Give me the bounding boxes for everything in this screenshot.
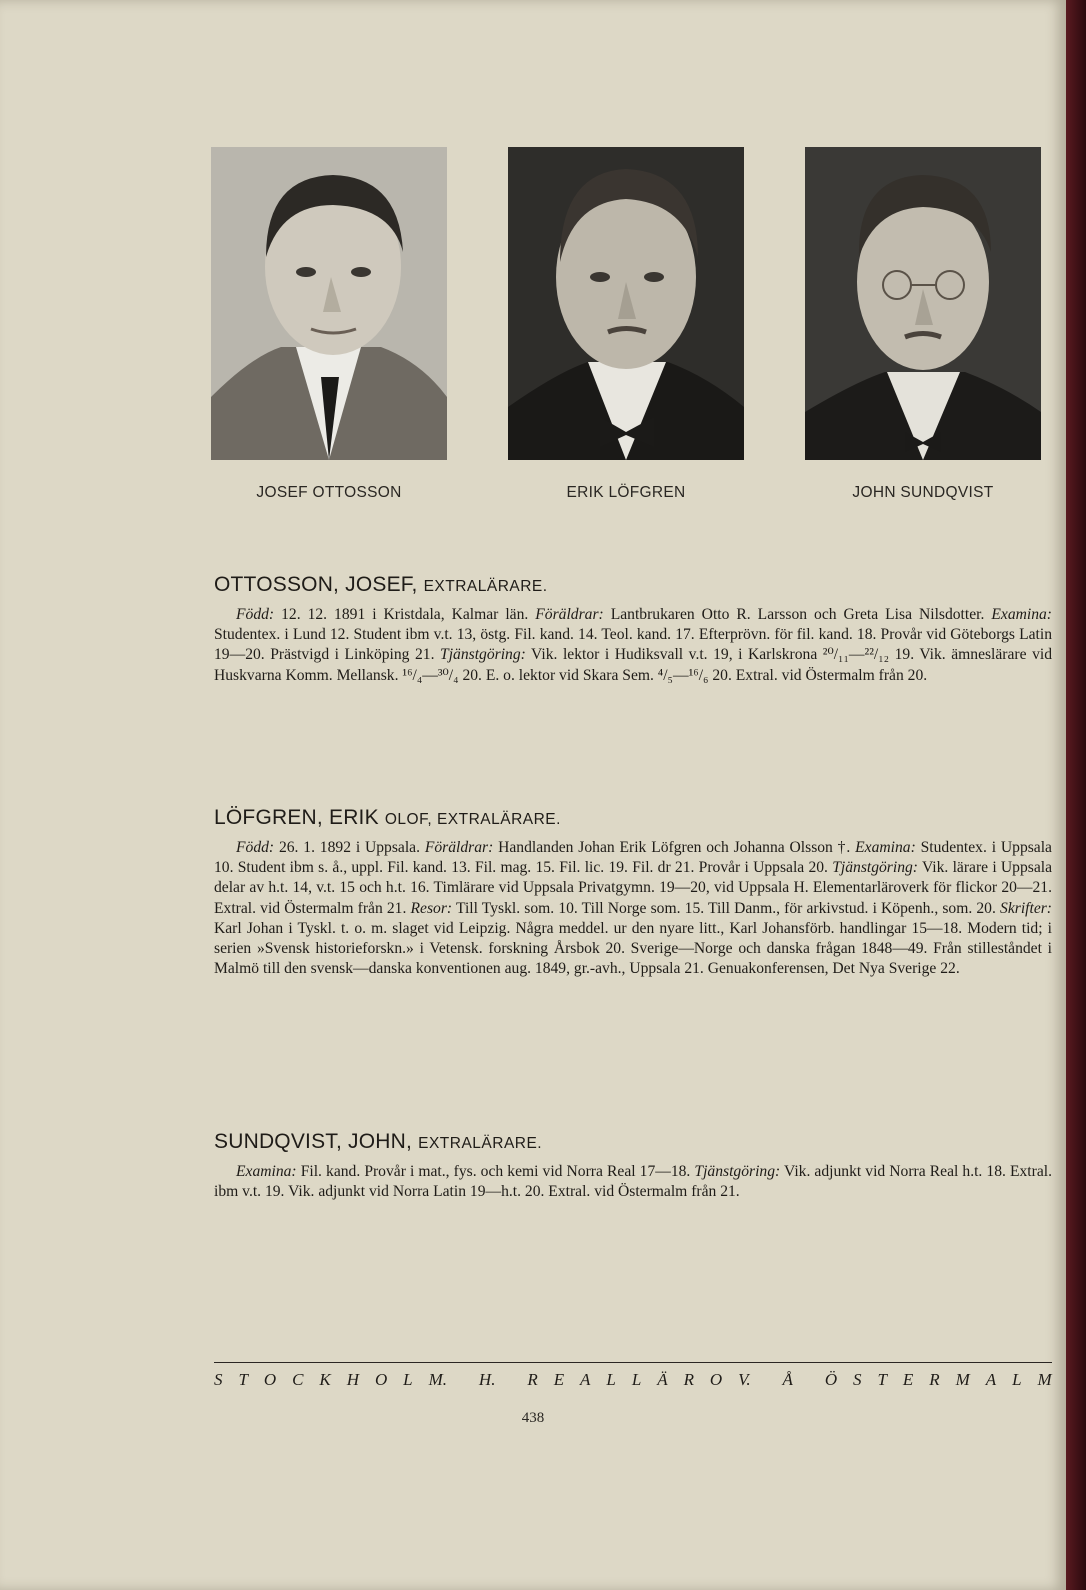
entry-role: EXTRALÄRARE. bbox=[423, 578, 548, 595]
footer-letter: M bbox=[955, 1370, 970, 1389]
footer-letter: C bbox=[292, 1370, 304, 1389]
footer-letter: L bbox=[403, 1370, 413, 1389]
entry-surname: OTTOSSON, JOSEF, bbox=[214, 573, 418, 596]
entry-role: EXTRALÄRARE. bbox=[418, 1135, 543, 1152]
footer-letter: T bbox=[238, 1370, 248, 1389]
field-text: Vik. adjunkt vid Norra Real h.t. 18. Extral. ibm v.t. 19. Vik. adjunkt vid Norra Latin 19—h.t. 20. Extral. vid Östermalm från 21. bbox=[214, 1163, 1052, 1201]
footer-letter: Å bbox=[782, 1370, 793, 1389]
entry-sundqvist bbox=[214, 1130, 1052, 1202]
field-label: Född: bbox=[236, 606, 275, 623]
entry-role: OLOF, EXTRALÄRARE. bbox=[384, 811, 561, 828]
footer-letter: S bbox=[853, 1370, 862, 1389]
footer-letter: V. bbox=[738, 1370, 751, 1389]
page-number: 438 bbox=[521, 1410, 545, 1426]
field-text: Studentex. i Uppsala 10. Student ibm s. å., uppl. Fil. kand. 13. Fil. mag. 15. Fil. lic. 19. Fil. dr 21. Provår i Uppsala 20. bbox=[214, 839, 1052, 877]
portrait-photo-1 bbox=[211, 147, 447, 460]
field-text: Till Tyskl. som. 10. Till Norge som. 15. Till Danm., för arkivstud. i Köpenh., som. 20. bbox=[452, 899, 1001, 917]
field-text: Vik. lärare i Uppsala delar av h.t. 14, v.t. 15 och h.t. 16. Timlärare vid Uppsala Privatgymn. 19—20, vid Uppsala H. Elementarläroverk för flickor 20—21. Extral. vid Östermalm från 21. bbox=[214, 859, 1053, 917]
footer-letter: L bbox=[1012, 1370, 1022, 1389]
field-text: Lantbrukaren Otto R. Larsson och Greta Lisa Nilsdotter. bbox=[603, 606, 992, 623]
footer-letter: L bbox=[631, 1370, 642, 1389]
footer-letter: R bbox=[527, 1370, 538, 1389]
footer-letter: A bbox=[985, 1370, 997, 1389]
footer-letter: K bbox=[319, 1370, 331, 1389]
footer-letter: H. bbox=[478, 1370, 496, 1389]
footer-letter: H bbox=[346, 1370, 359, 1389]
field-text: Karl Johan i Tyskl. t. o. m. slaget vid Leipzig. Några meddel. ur den nyare litt., Karl Johansförb. handlingar 15—18. Modern tid; i serien »Svensk historieforskn.» i Vetensk. forskning Årsbok 20. Sverige—Norge och danska frågan 1848—49. Från stilleståndet i Malmö till den svensk—danska konventionen aug. 1849, gr.-avh., Uppsala 21. Genuakonferensen, Det Nya Sverige 22. bbox=[214, 919, 1052, 978]
entry-heading bbox=[214, 1130, 1052, 1154]
portrait-photo-2 bbox=[508, 147, 744, 460]
portrait-john-sundqvist-image bbox=[805, 147, 1041, 460]
book-spine-edge bbox=[1066, 0, 1086, 1590]
field-label: Tjänstgöring: bbox=[694, 1163, 781, 1180]
portrait-josef-ottosson-image bbox=[211, 147, 447, 460]
footer-letter: O bbox=[374, 1370, 388, 1389]
running-footer bbox=[214, 1370, 1052, 1390]
footer-letter: M. bbox=[428, 1370, 448, 1389]
field-text: Handlanden Johan Erik Löfgren och Johanna Olsson †. bbox=[493, 839, 856, 856]
portrait-erik-lofgren-image bbox=[508, 147, 744, 460]
footer-letter: Ö bbox=[824, 1370, 838, 1389]
field-label: Tjänstgöring: bbox=[440, 646, 526, 664]
caption-portrait-3: JOHN SUNDQVIST bbox=[852, 484, 994, 501]
entry-surname: LÖFGREN, ERIK bbox=[214, 806, 379, 829]
field-text: 26. 1. 1892 i Uppsala. bbox=[274, 839, 425, 856]
field-label: Föräldrar: bbox=[535, 606, 604, 623]
field-label: Skrifter: bbox=[1000, 899, 1052, 917]
entry-heading bbox=[214, 573, 1052, 597]
caption-portrait-1: JOSEF OTTOSSON bbox=[256, 484, 402, 501]
footer-letter: S bbox=[214, 1370, 223, 1389]
entry-body bbox=[214, 838, 1052, 979]
footer-letter: R bbox=[929, 1370, 940, 1389]
field-label: Tjänstgöring: bbox=[832, 859, 918, 877]
entry-body bbox=[214, 605, 1052, 686]
footer-letter: M bbox=[1037, 1370, 1052, 1389]
entry-surname: SUNDQVIST, JOHN, bbox=[214, 1130, 413, 1153]
footer-letter: A bbox=[580, 1370, 591, 1389]
footer-letter: E bbox=[553, 1370, 565, 1389]
entry-body bbox=[214, 1162, 1052, 1202]
field-label: Föräldrar: bbox=[424, 839, 494, 856]
field-label: Examina: bbox=[236, 1163, 297, 1180]
footer-letter: O bbox=[709, 1370, 723, 1389]
field-text: 12. 12. 1891 i Kristdala, Kalmar län. bbox=[274, 606, 536, 623]
field-label: Född: bbox=[236, 839, 275, 856]
entry-ottosson bbox=[214, 573, 1052, 686]
field-label: Examina: bbox=[855, 839, 916, 856]
caption-portrait-2: ERIK LÖFGREN bbox=[566, 484, 686, 501]
entry-heading bbox=[214, 806, 1052, 830]
portrait-photo-3 bbox=[805, 147, 1041, 460]
footer-letter: R bbox=[683, 1370, 694, 1389]
footer-letter: O bbox=[263, 1370, 277, 1389]
field-text: Vik. lektor i Hudiksvall v.t. 19, i Karlskrona ²⁰/₁₁—²²/₁₂ 19. Vik. ämneslärare vid Huskvarna Komm. Mellansk. ¹⁶/₄—³⁰/₄ 20. E. o. lektor vid Skara Sem. ⁴/₅—¹⁶/₆ 20. Extral. vid Östermalm från 20. bbox=[214, 646, 1052, 684]
field-text: Fil. kand. Provår i mat., fys. och kemi vid Norra Real 17—18. bbox=[296, 1163, 695, 1180]
entry-lofgren bbox=[214, 806, 1052, 979]
footer-letter: E bbox=[902, 1370, 914, 1389]
footer-letter: T bbox=[877, 1370, 887, 1389]
footer-rule bbox=[214, 1362, 1052, 1363]
field-label: Examina: bbox=[991, 606, 1052, 623]
field-label: Resor: bbox=[410, 899, 453, 917]
footer-letter: L bbox=[606, 1370, 616, 1389]
field-text: Studentex. i Lund 12. Student ibm v.t. 13, östg. Fil. kand. 14. Teol. kand. 17. Efterprövn. för fil. kand. 18. Provår vid Göteborgs Latin 19—20. Prästvigd i Linköping 21. bbox=[214, 626, 1052, 664]
footer-letter: Ä bbox=[657, 1370, 668, 1389]
